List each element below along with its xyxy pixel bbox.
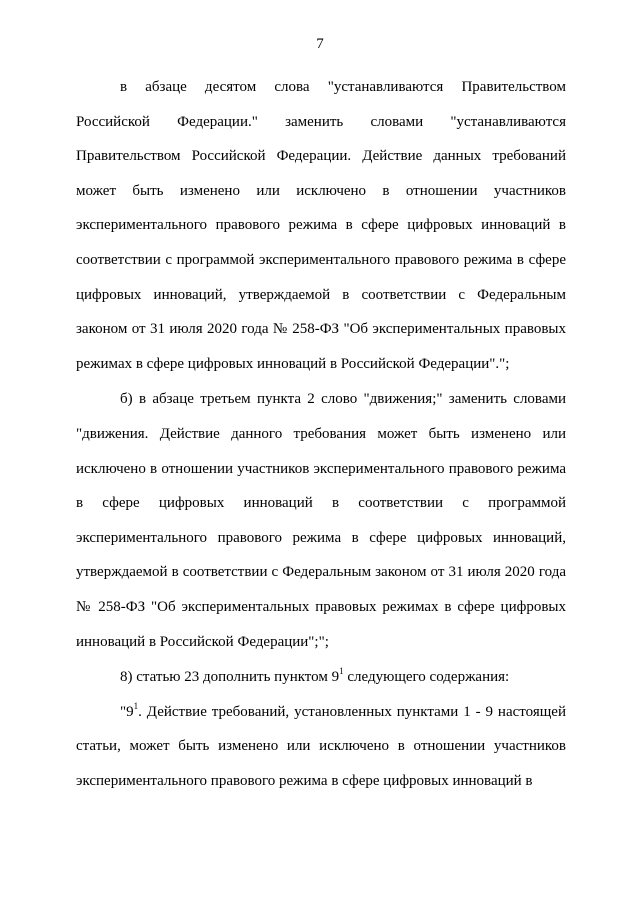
page-number: 7: [316, 36, 324, 52]
paragraph-b: б) в абзаце третьем пункта 2 слово "движения;" заменить словами "движения. Действие данного требования может быть изменено или исключено в отношении участников экспериментального правового режима в сфере цифровых инноваций в соответствии с программой экспериментального правового режима в сфере цифровых инноваций, утверждаемой в соответствии с Федеральным законом от 31 июля 2020 года № 258-ФЗ "Об экспериментальных правовых режимах в сфере цифровых инноваций в Российской Федерации";";: [76, 391, 566, 650]
paragraph-8: [76, 660, 566, 695]
paragraph-8-text: 8) статью 23 дополнить пунктом 9: [120, 669, 340, 686]
superscript: 1: [339, 666, 344, 677]
superscript: 1: [133, 700, 139, 711]
paragraph-9-1: [76, 695, 566, 799]
document-body: [76, 70, 566, 798]
paragraph-9-1-text: . Действие требований, установленных пунктами 1 - 9 настоящей статьи, может быть изменено или исключено в отношении участников экспериментального правового режима в сфере цифровых инноваций в: [76, 703, 566, 789]
paragraph-9-1-start: "9: [120, 703, 134, 720]
paragraph-amendment-10: в абзаце десятом слова "устанавливаются Правительством Российской Федерации." заменить словами "устанавливаются Правительством Российской Федерации. Действие данных требований может быть изменено или исключено в отношении участников экспериментального правового режима в сфере цифровых инноваций в соответствии с программой экспериментального правового режима в сфере цифровых инноваций, утверждаемой в соответствии с Федеральным законом от 31 июля 2020 года № 258-ФЗ "Об экспериментальных правовых режимах в сфере цифровых инноваций в Российской Федерации".";: [76, 79, 566, 372]
paragraph-8-text-end: следующего содержания:: [343, 669, 510, 686]
